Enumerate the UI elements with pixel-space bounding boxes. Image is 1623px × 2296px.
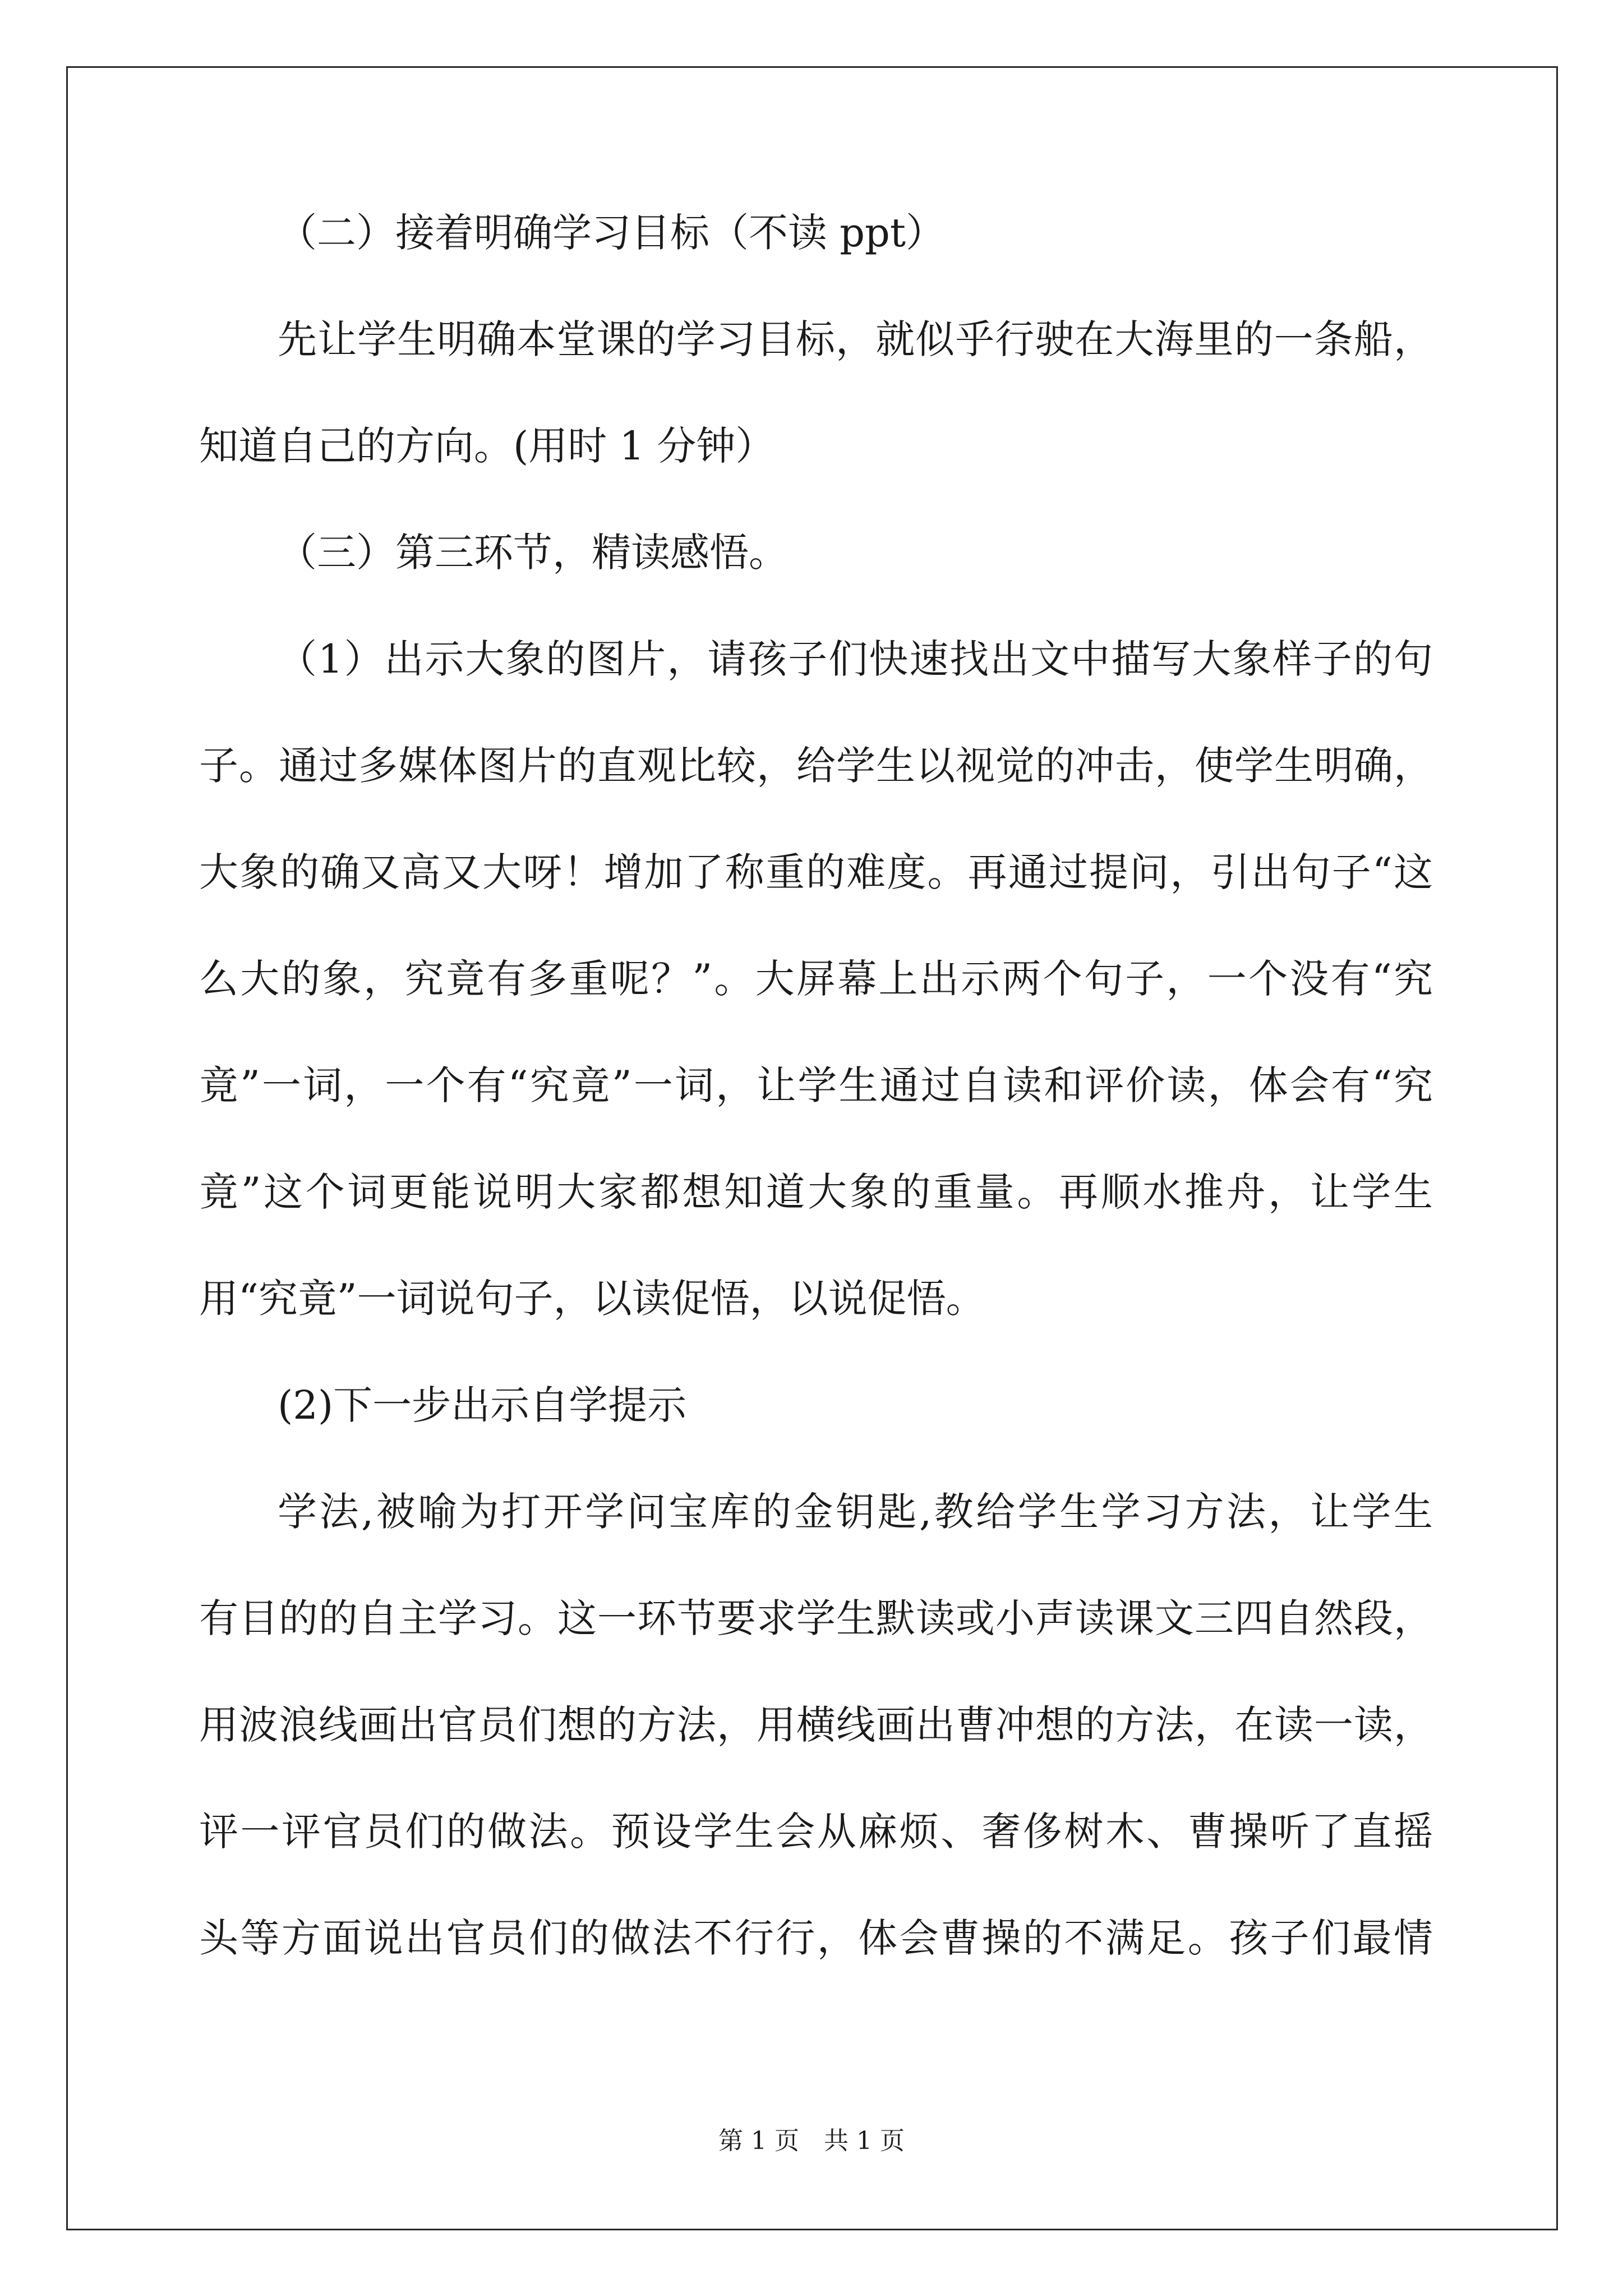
subheading: (2)下一步出示自学提示 <box>278 1382 687 1428</box>
document-body <box>199 210 1433 2025</box>
heading-3: （三）第三环节，精读感悟。 <box>278 530 788 576</box>
paragraph-line: 学法,被喻为打开学问宝库的金钥匙,教给学生学习方法，让学生 <box>278 1489 1433 1535</box>
paragraph-line: 用“究竟”一词说句子，以读促悟，以说促悟。 <box>199 1276 985 1322</box>
paragraph-line: 子。通过多媒体图片的直观比较，给学生以视觉的冲击，使学生明确， <box>199 743 1433 789</box>
paragraph-line: 头等方面说出官员们的做法不行行，体会曹操的不满足。孩子们最情 <box>199 1915 1433 1961</box>
paragraph-line: 大象的确又高又大呀！增加了称重的难度。再通过提问，引出句子“这 <box>199 849 1433 895</box>
paragraph-line: 先让学生明确本堂课的学习目标，就似乎行驶在大海里的一条船， <box>278 316 1433 362</box>
paragraph-line: 评一评官员们的做法。预设学生会从麻烦、奢侈树木、曹操听了直摇 <box>199 1809 1433 1855</box>
paragraph-line: 竟”一词，一个有“究竟”一词，让学生通过自读和评价读，体会有“究 <box>199 1062 1433 1108</box>
paragraph-line: 么大的象，究竟有多重呢？”。大屏幕上出示两个句子，一个没有“究 <box>199 956 1433 1002</box>
paragraph-line: 有目的的自主学习。这一环节要求学生默读或小声读课文三四自然段， <box>199 1595 1433 1641</box>
page-number-footer: 第 1 页 共 1 页 <box>718 2127 905 2155</box>
heading-2: （二）接着明确学习目标（不读 ppt） <box>278 210 945 256</box>
paragraph-line: 知道自己的方向。(用时 1 分钟） <box>199 423 775 469</box>
paragraph-line: （1）出示大象的图片，请孩子们快速找出文中描写大象样子的句 <box>278 636 1433 682</box>
paragraph-line: 竟”这个词更能说明大家都想知道大象的重量。再顺水推舟，让学生 <box>199 1169 1433 1215</box>
paragraph-line: 用波浪线画出官员们想的方法，用横线画出曹冲想的方法，在读一读， <box>199 1702 1433 1748</box>
